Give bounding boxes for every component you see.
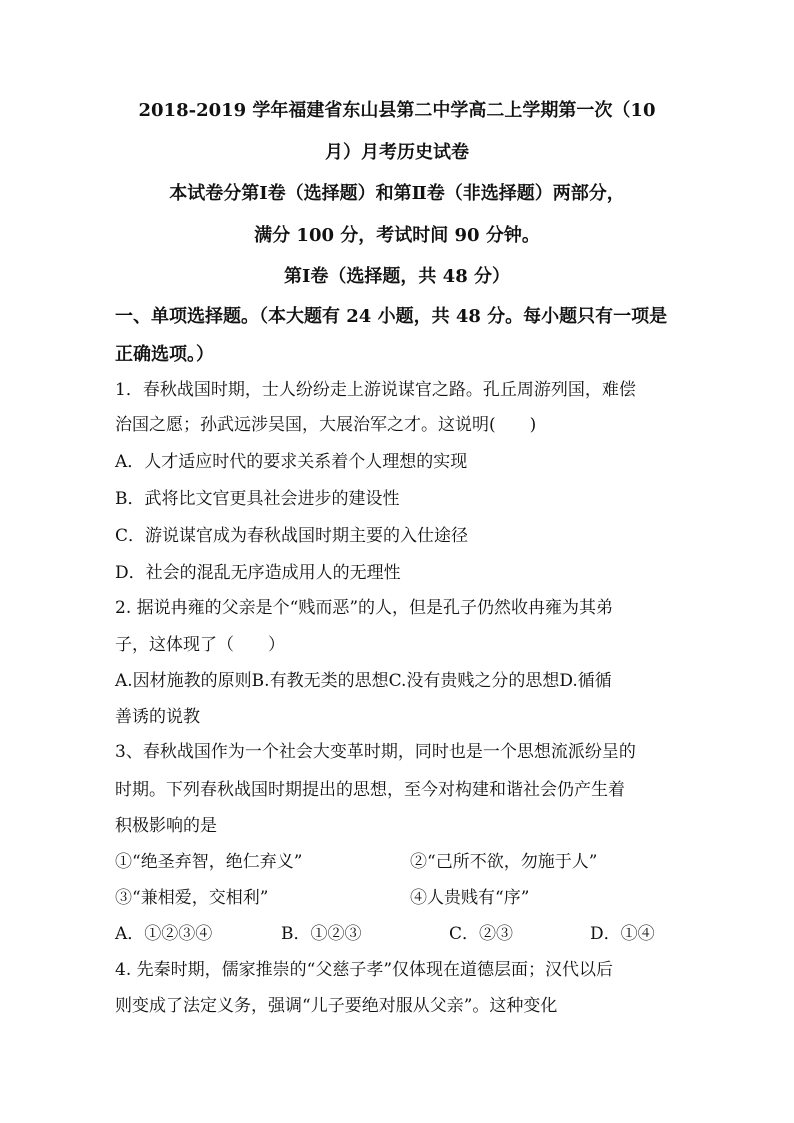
q3-stem-line-1: 3、春秋战国作为一个社会大变革时期，同时也是一个思想流派纷呈的 <box>115 742 636 762</box>
part1-heading: 第Ⅰ卷（选择题，共 48 分） <box>283 266 510 287</box>
q1-stem-line-2: 治国之愿；孙武远涉吴国，大展治军之才。这说明( ) <box>115 415 537 435</box>
q2-options-line-2: 善诱的说教 <box>115 707 200 727</box>
q2-stem-line-2: 子，这体现了（ ） <box>115 635 285 655</box>
q3-item-2: ②“己所不欲，勿施于人” <box>410 852 598 872</box>
q3-stem-line-3: 积极影响的是 <box>115 816 217 836</box>
q3-stem-line-2: 时期。下列春秋战国时期提出的思想，至今对构建和谐社会仍产生着 <box>115 780 625 800</box>
title-line-2: 月）月考历史试卷 <box>325 142 469 163</box>
q3-option-a: A．①②③④ <box>115 924 213 944</box>
q2-stem-line-1: 2. 据说冉雍的父亲是个“贱而恶”的人，但是孔子仍然收冉雍为其弟 <box>115 598 614 618</box>
intro-line-2: 满分 100 分，考试时间 90 分钟。 <box>254 225 540 246</box>
section1-line-1: 一、单项选择题。（本大题有 24 小题，共 48 分。每小题只有一项是 <box>115 306 668 327</box>
q3-option-c: C．②③ <box>449 924 514 944</box>
q4-stem-line-1: 4. 先秦时期，儒家推崇的“父慈子孝”仅体现在道德层面；汉代以后 <box>115 960 614 980</box>
q1-stem-line-1: 1．春秋战国时期，士人纷纷走上游说谋官之路。孔丘周游列国，难偿 <box>115 380 636 400</box>
q2-options-line-1: A.因材施教的原则B.有教无类的思想C.没有贵贱之分的思想D.循循 <box>115 671 612 691</box>
q3-item-3: ③“兼相爱，交相利” <box>115 888 269 908</box>
q1-option-b: B．武将比文官更具社会进步的建设性 <box>115 489 400 509</box>
q3-item-1: ①“绝圣弃智，绝仁弃义” <box>115 852 303 872</box>
q3-option-d: D．①④ <box>590 924 655 944</box>
q1-option-a: A．人才适应时代的要求关系着个人理想的实现 <box>115 452 468 472</box>
q1-option-d: D．社会的混乱无序造成用人的无理性 <box>115 563 401 583</box>
q4-stem-line-2: 则变成了法定义务，强调“儿子要绝对服从父亲”。这种变化 <box>115 996 558 1016</box>
q3-option-b: B．①②③ <box>281 924 362 944</box>
section1-line-2: 正确选项。） <box>115 344 214 365</box>
q3-item-4: ④人贵贱有“序” <box>410 888 530 908</box>
q3-options-row <box>115 923 675 945</box>
intro-line-1: 本试卷分第Ⅰ卷（选择题）和第Ⅱ卷（非选择题）两部分， <box>169 183 625 204</box>
title-line-1: 2018-2019 学年福建省东山县第二中学高二上学期第一次（10 <box>138 100 656 121</box>
q1-option-c: C．游说谋官成为春秋战国时期主要的入仕途径 <box>115 526 469 546</box>
